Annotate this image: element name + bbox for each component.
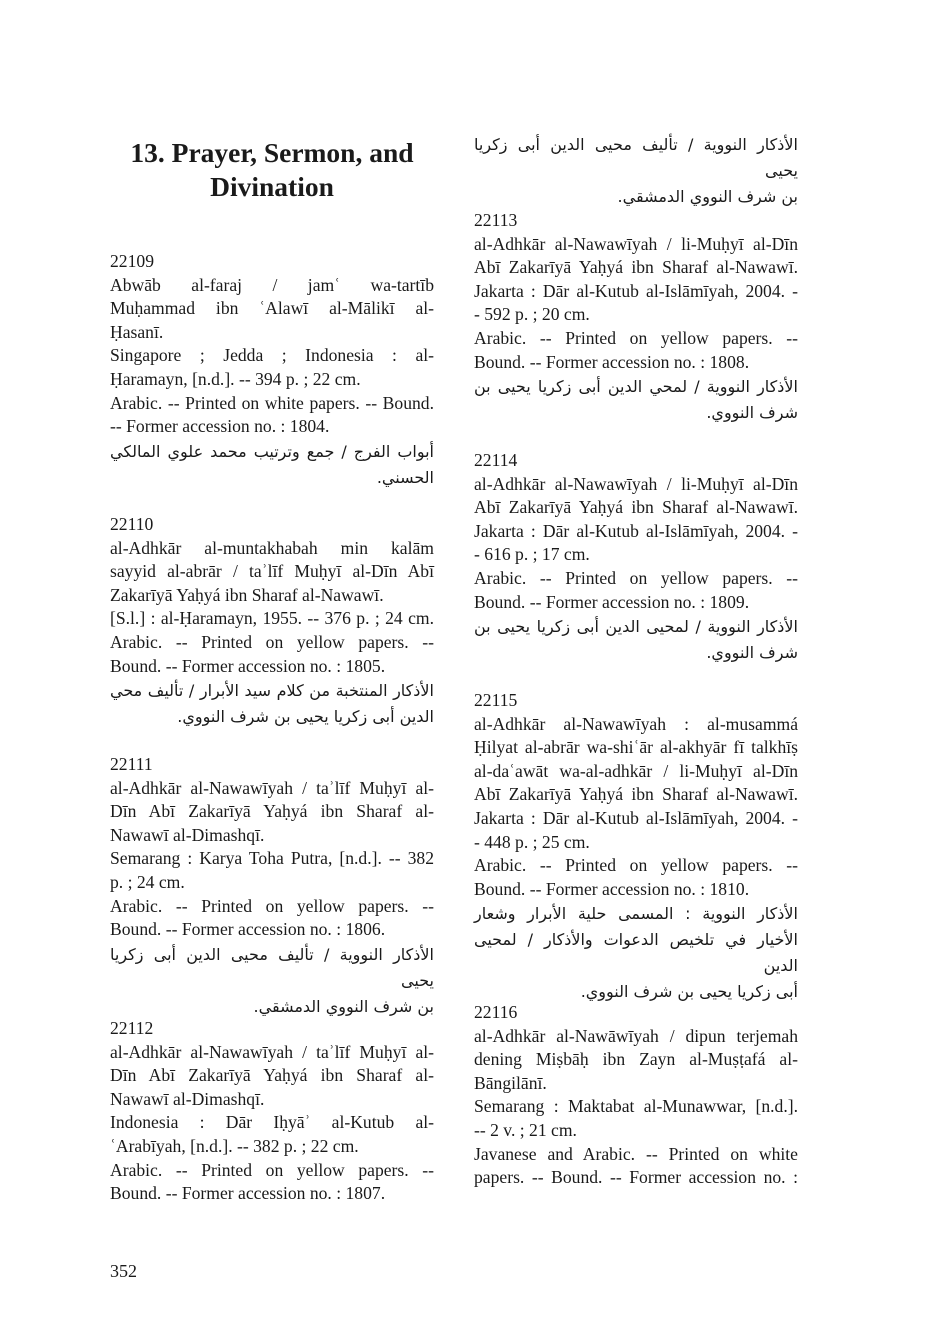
entry-line: Zakarīyā Yaḥyá ibn Sharaf al-Nawawī. (110, 584, 384, 605)
entry-line: Arabic. -- Printed on yellow papers. -- (110, 631, 434, 652)
entry-line: - 616 p. ; 17 cm. (474, 544, 590, 565)
entry-line: al-Adhkār al-Nawawīyah / taʾlīf Muḥyī al- (110, 1041, 434, 1062)
entry-line: Dīn Abī Zakarīyā Yaḥyá ibn Sharaf al- (110, 801, 434, 822)
entry-line: al-Adhkār al-Nawawīyah : al-musammá (474, 713, 798, 734)
entry-number: 22110 (110, 514, 154, 534)
entry-line: ʿArabīyah, [n.d.]. -- 382 p. ; 22 cm. (110, 1135, 359, 1156)
entry-line: Javanese and Arabic. -- Printed on white (474, 1143, 798, 1164)
entry-line: Arabic. -- Printed on yellow papers. -- (110, 1159, 434, 1180)
entry-line: -- Former accession no. : 1804. (110, 416, 330, 437)
entry-line: Bound. -- Former accession no. : 1806. (110, 919, 386, 940)
arabic-title-line: أبواب الفرج / جمع وترتيب محمد علوي المالكي (110, 441, 434, 461)
entry-line: Ḥilyat al-abrār wa-shiʿār al-akhyār fī talkhīṣ (474, 737, 798, 758)
arabic-title-line: شرف النووي. (706, 643, 798, 663)
entry-line: p. ; 24 cm. (110, 871, 185, 892)
entry-line: Bound. -- Former accession no. : 1809. (474, 591, 750, 612)
entry-number: 22112 (110, 1018, 154, 1038)
entry-line: sayyid al-abrār / taʾlīf Muḥyī al-Dīn Abī (110, 561, 434, 582)
arabic-title-line: الأذكار النووية / لمحي الدين أبى زكريا يحيى بن (474, 377, 798, 397)
entry-line: Ḥaramayn, [n.d.]. -- 394 p. ; 22 cm. (110, 368, 361, 389)
entry-number: 22116 (474, 1002, 518, 1022)
entry-line: al-daʿawāt wa-al-adhkār / li-Muḥyī al-Dīn (474, 760, 798, 781)
entry-line: al-Adhkār al-Nawāwīyah / dipun terjemah (474, 1025, 798, 1046)
entry-line: Bāngilānī. (474, 1072, 547, 1093)
entry-line: Arabic. -- Printed on white papers. -- Bound. (110, 392, 434, 413)
catalog-entry-22110 (110, 513, 434, 730)
entry-number: 22113 (474, 210, 518, 230)
entry-line: Bound. -- Former accession no. : 1805. (110, 655, 386, 676)
entry-line: - 448 p. ; 25 cm. (474, 831, 590, 852)
entry-line: Bound. -- Former accession no. : 1807. (110, 1183, 386, 1204)
entry-line: Abī Zakarīyā Yaḥyá ibn Sharaf al-Nawawī. (474, 784, 798, 805)
entry-line: Abī Zakarīyā Yaḥyá ibn Sharaf al-Nawawī. (474, 257, 798, 278)
entry-number: 22114 (474, 450, 518, 470)
entry-line: al-Adhkār al-Nawawīyah / taʾlīf Muḥyī al- (110, 777, 434, 798)
entry-line: Bound. -- Former accession no. : 1808. (474, 351, 750, 372)
entry-line: Arabic. -- Printed on yellow papers. -- (474, 855, 798, 876)
entry-line: papers. -- Bound. -- Former accession no. : (474, 1167, 798, 1188)
arabic-title-line: الدين أبى زكريا يحيى بن شرف النووي. (177, 707, 434, 727)
entry-line: Abwāb al-faraj / jamʿ wa-tartīb (110, 274, 434, 295)
entry-number: 22109 (110, 251, 154, 271)
arabic-title-line: الأذكار المنتخبة من كلام سيد الأبرار / تأليف محي (110, 681, 434, 701)
arabic-title-line: الأذكار النووية : المسمى حلية الأبرار وشعار (474, 904, 798, 924)
entry-line: Arabic. -- Printed on yellow papers. -- (110, 895, 434, 916)
entry-line: Arabic. -- Printed on yellow papers. -- (474, 327, 798, 348)
catalog-entry-22111 (110, 753, 434, 1020)
arabic-title-line: الحسني. (376, 467, 434, 487)
entry-line: dening Miṣbāḥ ibn Zayn al-Muṣṭafá al- (474, 1049, 798, 1070)
entry-number: 22111 (110, 754, 153, 774)
entry-line: Bound. -- Former accession no. : 1810. (474, 878, 750, 899)
catalog-entry-22116 (474, 1001, 798, 1190)
entry-line: Dīn Abī Zakarīyā Yaḥyá ibn Sharaf al- (110, 1065, 434, 1086)
entry-line: Muḥammad ibn ʿAlawī al-Mālikī al- (110, 298, 434, 319)
entry-line: Nawawī al-Dimashqī. (110, 1088, 265, 1109)
catalog-entry-22114 (474, 449, 798, 666)
entry-line: Abī Zakarīyā Yaḥyá ibn Sharaf al-Nawawī. (474, 497, 798, 518)
entry-line: Semarang : Maktabat al-Munawwar, [n.d.]. (474, 1096, 798, 1117)
catalog-entry-22112 (110, 1017, 434, 1206)
arabic-title-line: أبى زكريا يحيى بن شرف النووي. (580, 982, 798, 1002)
arabic-title-line: الأذكار النووية / لمحيى الدين أبى زكريا يحيى بن (474, 617, 798, 637)
arabic-title-line: بن شرف النووي الدمشقي. (253, 996, 434, 1016)
entry-line: -- 2 v. ; 21 cm. (474, 1119, 577, 1140)
entry-line: - 592 p. ; 20 cm. (474, 304, 590, 325)
entry-line: Singapore ; Jedda ; Indonesia : al- (110, 345, 434, 366)
entry-line: al-Adhkār al-muntakhabah min kalām (110, 537, 434, 558)
entry-line: Semarang : Karya Toha Putra, [n.d.]. -- 382 (110, 848, 434, 869)
entry-line: Ḥasanī. (110, 321, 164, 342)
continuation-arabic (474, 132, 798, 210)
page-number: 352 (110, 1261, 137, 1281)
chapter-title-text: 13. Prayer, Sermon, and Divination (130, 137, 414, 202)
arabic-title-line: الأذكار النووية / تأليف محيى الدين أبى زكريا يحيى (474, 135, 798, 180)
entry-line: al-Adhkār al-Nawawīyah / li-Muḥyī al-Dīn (474, 473, 798, 494)
arabic-title-line: الأذكار النووية / تأليف محيى الدين أبى زكريا يحيى (110, 944, 434, 990)
arabic-title-line: شرف النووي. (706, 403, 798, 423)
entry-number: 22115 (474, 690, 518, 710)
entry-line: Jakarta : Dār al-Kutub al-Islāmīyah, 2004. - (474, 520, 798, 541)
catalog-entry-22113 (474, 209, 798, 426)
entry-line: [S.l.] : al-Ḥaramayn, 1955. -- 376 p. ; 24 cm. (110, 608, 434, 629)
arabic-title-line: الأخيار في تلخيص الدعوات والأذكار / لمحيى الدين (474, 930, 798, 976)
entry-line: Jakarta : Dār al-Kutub al-Islāmīyah, 2004. - (474, 807, 798, 828)
entry-line: Jakarta : Dār al-Kutub al-Islāmīyah, 2004. - (474, 280, 798, 301)
entry-line: Indonesia : Dār Iḥyāʾ al-Kutub al- (110, 1112, 434, 1133)
entry-line: Nawawī al-Dimashqī. (110, 824, 265, 845)
entry-line: Arabic. -- Printed on yellow papers. -- (474, 567, 798, 588)
chapter-title (110, 136, 434, 204)
entry-line: al-Adhkār al-Nawawīyah / li-Muḥyī al-Dīn (474, 233, 798, 254)
arabic-title-line: بن شرف النووي الدمشقي. (617, 187, 798, 206)
catalog-entry-22109 (110, 250, 434, 491)
catalog-entry-22115 (474, 689, 798, 1005)
